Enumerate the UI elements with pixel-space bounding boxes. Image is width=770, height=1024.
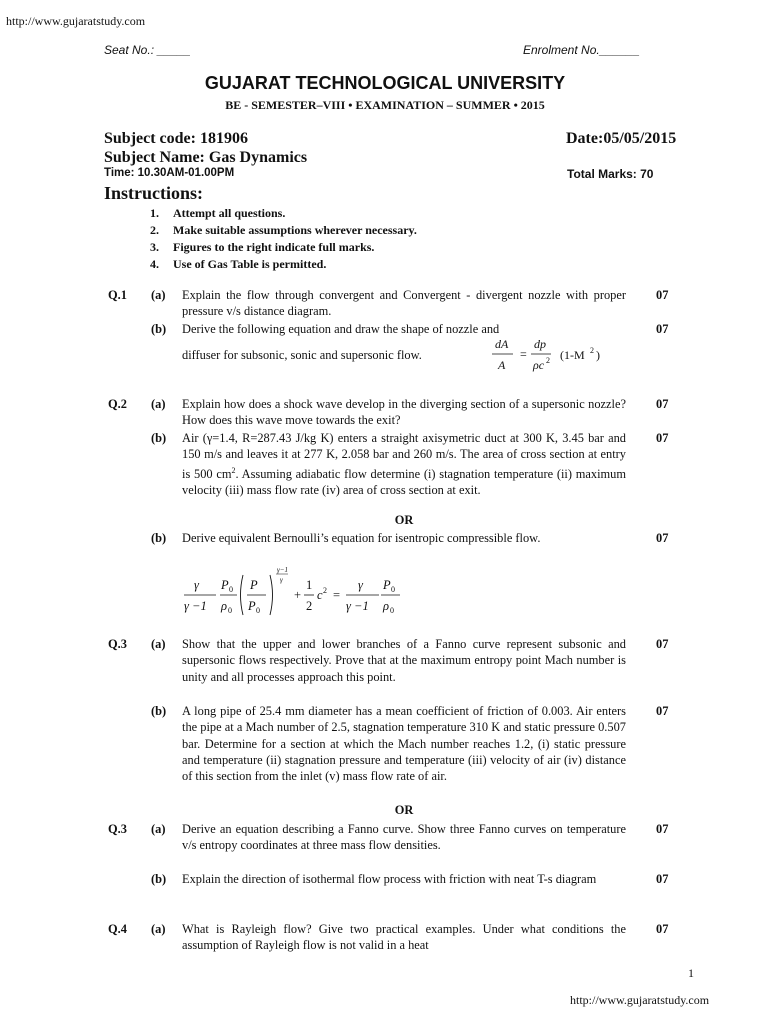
svg-text:P: P <box>383 578 391 592</box>
question-text: A long pipe of 25.4 mm diameter has a mean coefficient of friction of 0.003. Air enters the pipe at a Mach number of 2.5, stagnation temperature 310 K and static pressure 0.507 bar. Determine for a section at which the Mach number reaches 1.2, (i) static pressure and temperature (ii) stagnation pressure and temperature (iii) velocity of air (iv) distance of this section from the inlet (v) mass flow rate of air. <box>182 704 626 784</box>
page-number: 1 <box>688 966 694 980</box>
question-text: Show that the upper and lower branches of a Fanno curve represent subsonic and supersonic flows respectively. Prove that at the maximum entropy point Mach number is unity and all processes approach this point. <box>182 637 626 684</box>
question-label: Q.1 <box>108 288 127 302</box>
marks: 07 <box>656 397 669 411</box>
question-label: Q.4 <box>108 922 127 936</box>
instruction-item: Use of Gas Table is permitted. <box>173 257 327 271</box>
question-text: Derive the following equation and draw the shape of nozzle and <box>182 322 500 336</box>
question-text: Derive equivalent Bernoulli’s equation for isentropic compressible flow. <box>182 531 541 545</box>
svg-text:+: + <box>294 588 302 602</box>
question-text: Derive an equation describing a Fanno curve. Show three Fanno curves on temperature v/s entropy coordinates at three mass flow densities. <box>182 822 626 853</box>
question-text: Explain the flow through convergent and Convergent - divergent nozzle with proper pressure v/s distance diagram. <box>182 288 626 319</box>
bernoulli-equation <box>180 563 380 623</box>
enrolment-no: Enrolment No.______ <box>523 43 640 57</box>
part-label: (b) <box>151 872 167 886</box>
footer-url[interactable]: http://www.gujaratstudy.com <box>570 993 710 1007</box>
part-label: (b) <box>151 704 167 718</box>
marks: 07 <box>656 922 669 936</box>
svg-text:ρc: ρc <box>533 358 545 372</box>
part-label: (a) <box>151 922 166 936</box>
marks: 07 <box>656 704 669 718</box>
svg-text:γ: γ <box>280 576 283 584</box>
part-label: (a) <box>151 288 166 302</box>
instruction-item: Attempt all questions. <box>173 206 286 220</box>
question-label: Q.3 <box>108 822 127 836</box>
instruction-num: 4. <box>150 257 159 271</box>
svg-text:0: 0 <box>391 585 395 594</box>
instruction-num: 3. <box>150 240 159 254</box>
svg-text:ρ: ρ <box>221 599 227 613</box>
svg-text:=: = <box>520 347 527 361</box>
svg-text:γ−1: γ−1 <box>277 566 288 574</box>
svg-text:): ) <box>596 348 600 362</box>
nozzle-area-equation <box>485 332 610 376</box>
total-marks: Total Marks: 70 <box>567 167 654 181</box>
svg-text:P: P <box>248 599 256 613</box>
question-text: Air (γ=1.4, R=287.43 J/kg K) enters a straight axisymetric duct at 300 K, 3.45 bar and 150 m/s and leaves it at 277 K, 2.058 bar and 260 m/s. The area of cross section at entry is 500 $cm^2$. Assuming adiabatic flow determine (i) stagnation temperature (ii) maximum velocity (iii) mass flow rate (iv) area of cross section at exit. <box>182 431 626 498</box>
or-separator: OR <box>394 803 414 817</box>
marks: 07 <box>656 531 669 545</box>
instructions-heading: Instructions: <box>104 183 204 203</box>
part-label: (a) <box>151 822 166 836</box>
svg-text:dp: dp <box>534 337 546 351</box>
question-text: Explain how does a shock wave develop in the diverging section of a supersonic nozzle? How does this wave move towards the exit? <box>182 397 626 428</box>
instruction-num: 1. <box>150 206 159 220</box>
svg-text:γ: γ <box>358 578 363 592</box>
instruction-item: Figures to the right indicate full marks. <box>173 240 375 254</box>
svg-text:0: 0 <box>390 606 394 615</box>
part-label: (b) <box>151 322 167 336</box>
exam-title: BE - SEMESTER–VIII • EXAMINATION – SUMMER • 2015 <box>225 98 545 112</box>
svg-text:2: 2 <box>590 346 594 355</box>
marks: 07 <box>656 288 669 302</box>
part-label: (a) <box>151 397 166 411</box>
svg-text:(1-M: (1-M <box>560 348 585 362</box>
svg-text:P: P <box>250 578 258 592</box>
marks: 07 <box>656 431 669 445</box>
or-separator: OR <box>394 513 414 527</box>
exam-date: Date:05/05/2015 <box>566 130 677 147</box>
seat-no: Seat No.: _____ <box>104 43 191 57</box>
svg-text:2: 2 <box>306 599 313 613</box>
university-title: GUJARAT TECHNOLOGICAL UNIVERSITY <box>204 73 566 93</box>
marks: 07 <box>656 872 669 886</box>
svg-text:2: 2 <box>323 586 327 595</box>
svg-text:P: P <box>221 578 229 592</box>
svg-text:γ −1: γ −1 <box>346 599 369 613</box>
instruction-item: Make suitable assumptions wherever necessary. <box>173 223 417 237</box>
part-label: (b) <box>151 431 167 445</box>
part-label: (a) <box>151 637 166 651</box>
marks: 07 <box>656 637 669 651</box>
marks: 07 <box>656 322 669 336</box>
svg-text:1: 1 <box>306 578 313 592</box>
question-text: diffuser for subsonic, sonic and supersonic flow. <box>182 348 422 362</box>
exam-time: Time: 10.30AM-01.00PM <box>104 167 235 179</box>
instruction-num: 2. <box>150 223 159 237</box>
subject-name: Subject Name: Gas Dynamics <box>104 149 308 166</box>
bernoulli-equation-tail <box>380 563 410 623</box>
header-url[interactable]: http://www.gujaratstudy.com <box>6 14 146 28</box>
svg-text:A: A <box>498 358 506 372</box>
svg-text:2: 2 <box>546 356 550 365</box>
question-text-part: Air (γ=1.4, R=287.43 J/kg K) enters a straight axisymetric duct at 300 K, 3.45 bar and 150 m/s and leaves it at 277 K, 2.058 bar and 260 m/s. The area of cross section at entry is 500 cm <box>182 431 626 481</box>
question-text: Explain the direction of isothermal flow process with friction with neat T-s diagram <box>182 872 597 886</box>
svg-text:0: 0 <box>228 606 232 615</box>
marks: 07 <box>656 822 669 836</box>
svg-text:c: c <box>317 588 323 602</box>
question-text-part: . Assuming adiabatic flow determine (i) stagnation temperature (ii) maximum velocity (iii) mass flow rate (iv) area of cross section at exit. <box>182 466 626 498</box>
question-label: Q.3 <box>108 637 127 651</box>
svg-text:0: 0 <box>256 606 260 615</box>
svg-text:γ −1: γ −1 <box>184 599 207 613</box>
svg-text:ρ: ρ <box>383 599 389 613</box>
svg-text:γ: γ <box>194 578 199 592</box>
svg-text:0: 0 <box>229 585 233 594</box>
question-label: Q.2 <box>108 397 127 411</box>
subject-code: Subject code: 181906 <box>104 130 248 147</box>
svg-text:dA: dA <box>495 337 509 351</box>
svg-text:=: = <box>333 588 341 602</box>
question-text: What is Rayleigh flow? Give two practical examples. Under what conditions the assumption of Rayleigh flow is not valid in a heat <box>182 922 626 953</box>
part-label: (b) <box>151 531 167 545</box>
